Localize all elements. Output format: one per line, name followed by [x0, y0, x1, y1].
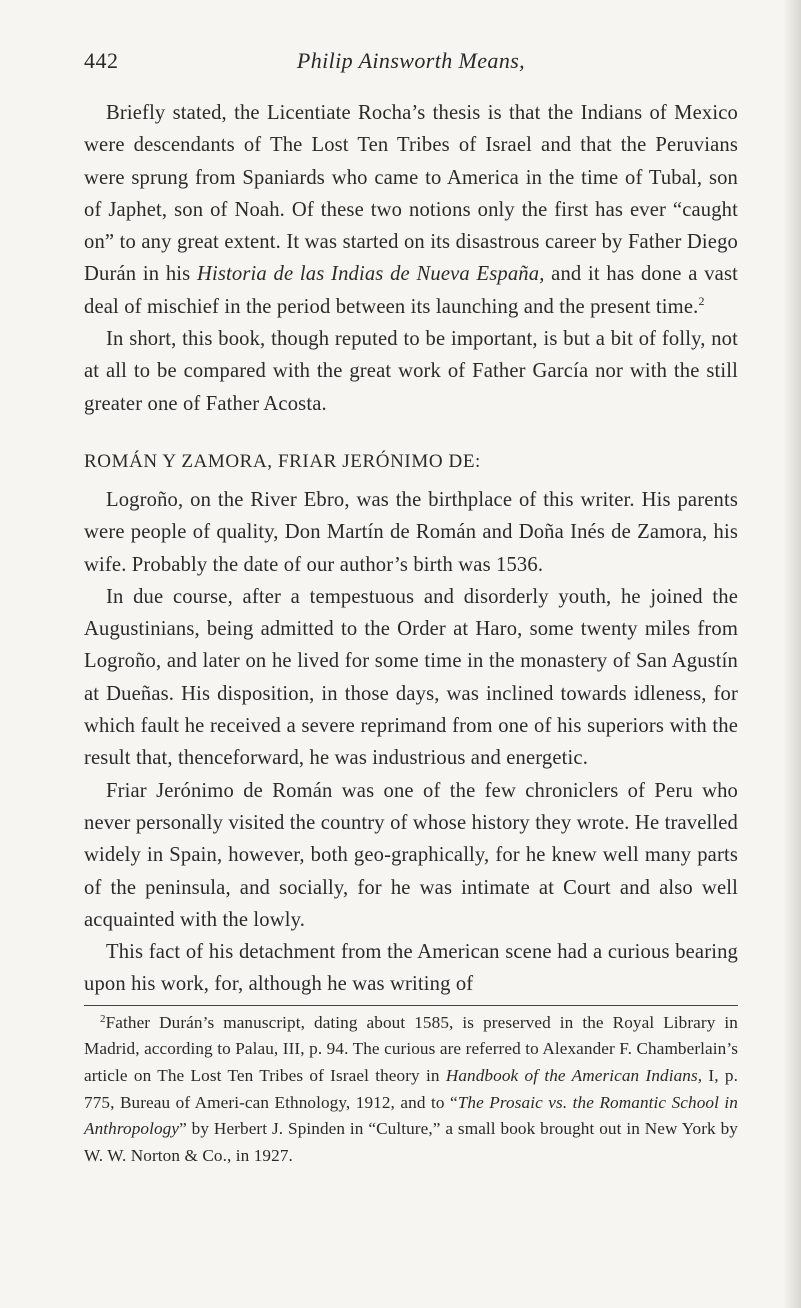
- paragraph-1-text-b: and it has done a vast deal of mischief in the period between its launching and the present time.: [84, 263, 738, 318]
- prosaic-title: The Prosaic vs. the Romantic School in Anthropology: [84, 1092, 738, 1139]
- footnote-mark: 2: [100, 1012, 106, 1025]
- paragraph-2: In short, this book, though reputed to be important, is but a bit of folly, not at all to be compared with the great work of Father García nor with the still greater one of Father Acosta.: [84, 328, 738, 415]
- handbook-title: Handbook of the American Indians,: [445, 1065, 703, 1085]
- running-head-title: Philip Ainsworth Means,: [296, 48, 526, 73]
- paragraph-5: Friar Jerónimo de Román was one of the few chroniclers of Peru who never personally visited the country of whose history they wrote. He travelled widely in Spain, however, both geo-graphically, for he knew well many parts of the peninsula, and socially, for he was intimate at Court and also well acquainted with the lowly.: [84, 779, 738, 931]
- footnote-text-c: ” by Herbert J. Spinden in “Culture,” a small book brought out in New York by W. W. Norton & Co., in 1927.: [84, 1119, 738, 1165]
- footnote-ref: 2: [698, 293, 705, 308]
- paragraph-1: [84, 97, 738, 323]
- page-number: 442: [84, 48, 119, 73]
- page-edge-shadow: [783, 0, 801, 1308]
- paragraph-3: Logroño, on the River Ebro, was the birthplace of this writer. His parents were people of quality, Don Martín de Román and Doña Inés de Zamora, his wife. Probably the date of our author’s birth was 1536.: [84, 488, 738, 576]
- body-text: [84, 97, 738, 1001]
- running-head: [84, 48, 738, 88]
- paragraph-1-text-a: Briefly stated, the Licentiate Rocha’s thesis is that the Indians of Mexico were descendants of The Lost Ten Tribes of Israel and that the Peruvians were sprung from Spaniards who came to America in the time of Tubal, son of Japhet, son of Noah. Of these two notions only the first has ever “caught on” to any great extent. It was started on its disastrous career by Father Diego Durán in his: [84, 102, 738, 286]
- paragraph-4: In due course, after a tempestuous and disorderly youth, he joined the Augustinians, being admitted to the Order at Haro, some twenty miles from Logroño, and later on he lived for some time in the monastery of San Agustín at Dueñas. His disposition, in those days, was inclined towards idleness, for which fault he received a severe reprimand from one of his superiors with the result that, thenceforward, he was industrious and energetic.: [84, 585, 738, 770]
- paragraph-6: This fact of his detachment from the American scene had a curious bearing upon his work, for, although he was writing of: [84, 941, 738, 996]
- footnote-text-a: Father Durán’s manuscript, dating about 1585, is preserved in the Royal Library in Madrid, according to Palau, III, p. 94. The curious are referred to Alexander F. Chamberlain’s article on The Lost Ten Tribes of Israel theory in: [84, 1012, 738, 1085]
- historia-title: Historia de las Indias de Nueva España,: [197, 263, 545, 286]
- footnote-rule: [84, 1005, 738, 1006]
- book-page: [84, 48, 738, 1169]
- footnote-2: [84, 1010, 738, 1170]
- footnotes: [84, 1010, 738, 1170]
- footnote-text-b: I, p. 775, Bureau of Ameri-can Ethnology, 1912, and to “: [84, 1065, 739, 1112]
- section-heading: ROMÁN Y ZAMORA, FRIAR JERÓNIMO DE:: [84, 450, 481, 472]
